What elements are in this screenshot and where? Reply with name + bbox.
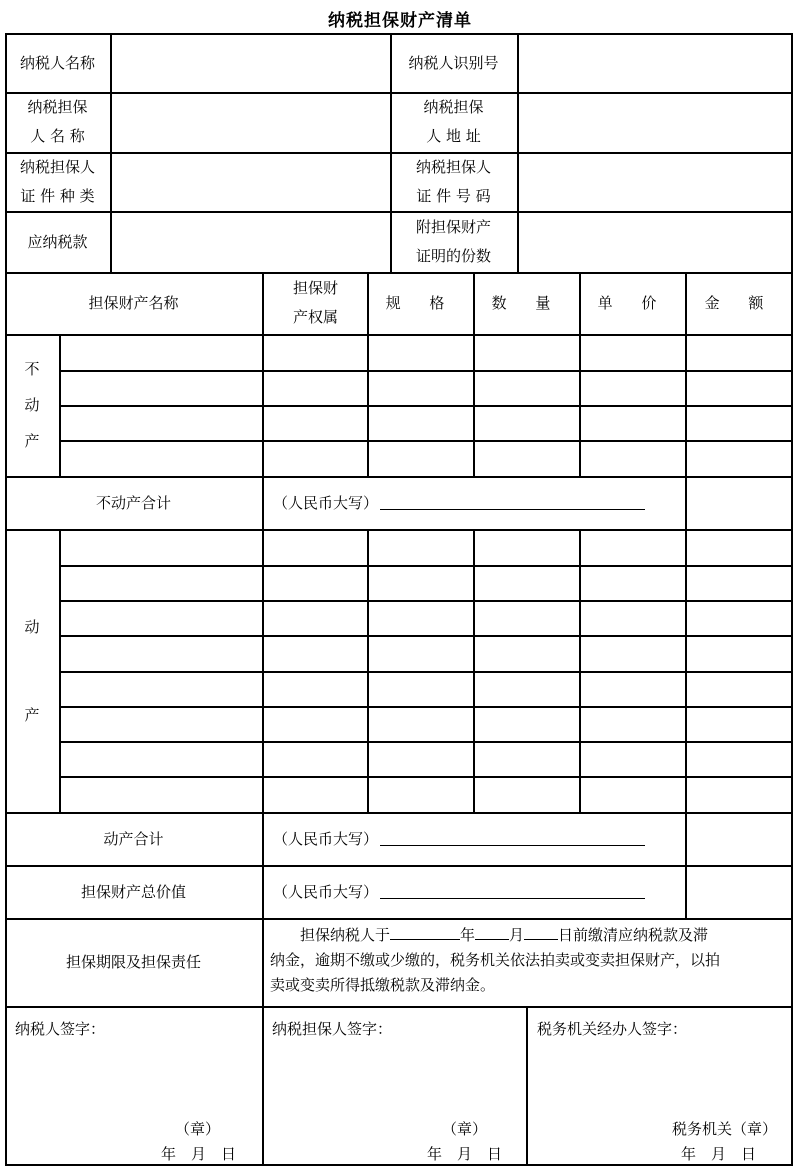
label-line: 证 件 号 码 [416,186,491,205]
movable-label [5,529,59,812]
guarantor-cert-no-label [390,152,517,211]
row-divider [59,600,793,602]
taxpayer-signature-label: 纳税人签字： [15,1020,106,1038]
year-blank[interactable] [390,925,460,940]
rmb-prefix: （人民币大写） [273,883,379,901]
total-rmb-field[interactable] [273,865,645,918]
real-estate-label [5,334,59,476]
col-amount: 金 额 [704,294,776,312]
guarantor-name-label [5,92,110,152]
col-quantity: 数 量 [491,294,563,312]
col-divider [685,272,687,918]
guarantor-cert-type-label [5,152,110,211]
row-divider [59,370,793,372]
guarantee-text: 日前缴清应纳税款及滞 [558,926,709,944]
col-ownership [264,272,367,334]
label-line: 证明的份数 [415,246,491,265]
taxpayer-id-label: 纳税人识别号 [408,53,499,72]
label-line: 证 件 种 类 [20,186,95,205]
tax-due-field[interactable] [112,211,390,272]
guarantor-address-field[interactable] [519,92,793,152]
guarantee-line-1 [270,923,784,948]
row-divider [59,565,793,567]
day-blank[interactable] [524,925,558,940]
col-property-name: 担保财产名称 [88,294,179,312]
col-divider [59,334,61,476]
guarantee-property-form [5,33,793,1166]
movable-rmb-field[interactable] [273,812,645,865]
taxpayer-date: 年 月 日 [161,1145,237,1163]
row-divider [59,405,793,407]
guarantor-signature-area[interactable] [264,1006,526,1166]
label-line: 担保财 [292,279,338,297]
label-char: 动 [24,617,40,636]
real-estate-subtotal-label: 不动产合计 [95,493,171,512]
col-divider [262,272,264,1006]
row-divider [59,671,793,673]
row-divider [59,635,793,637]
col-divider [473,529,475,812]
label-line: 纳税担保 [27,98,88,116]
row-divider [5,334,793,336]
label-line: 纳税担保人 [19,157,95,176]
taxpayer-name-label: 纳税人名称 [19,53,95,72]
col-divider [59,529,61,812]
col-divider [579,529,581,812]
label-char: 不 [24,360,40,378]
guarantee-period-label: 担保期限及担保责任 [65,953,201,971]
officer-signature-area[interactable] [528,1006,793,1166]
label-char: 动 [24,396,40,414]
label-line: 附担保财产 [415,217,491,236]
taxpayer-id-field[interactable] [519,33,793,92]
guarantor-cert-type-field[interactable] [112,152,390,211]
page-title: 纳税担保财产清单 [328,11,472,31]
officer-signature-label: 税务机关经办人签字： [537,1020,688,1038]
guarantor-cert-no-field[interactable] [519,152,793,211]
label-line: 纳税担保人 [415,157,491,176]
taxpayer-name-field[interactable] [112,33,390,92]
guarantee-text: 担保纳税人于 [300,926,391,944]
row-divider [59,706,793,708]
label-line: 纳税担保 [423,98,484,116]
col-divider [367,529,369,812]
row-divider [59,440,793,442]
month-blank[interactable] [475,925,509,940]
tax-due-label: 应纳税款 [27,232,88,251]
guarantee-terms [270,923,784,998]
label-line: 产权属 [292,308,338,326]
row-divider [59,776,793,778]
rmb-underline[interactable] [380,831,645,846]
label-line: 人 地 址 [426,127,481,145]
guarantee-line-3: 卖或变卖所得抵缴税款及滞纳金。 [270,976,496,994]
rmb-underline[interactable] [380,495,645,510]
officer-date: 年 月 日 [681,1145,757,1163]
attached-proof-field[interactable] [519,211,793,272]
col-spec: 规 格 [385,294,457,312]
guarantor-name-field[interactable] [112,92,390,152]
total-value-label: 担保财产总价值 [80,882,186,901]
guarantee-line-2: 纳金，逾期不缴或少缴的，税务机关依法拍卖或变卖担保财产，以拍 [270,951,721,969]
label-char: 产 [24,705,40,724]
col-unit-price: 单 价 [597,294,669,312]
rmb-underline[interactable] [380,884,645,899]
label-char: 产 [24,432,40,450]
guarantor-date: 年 月 日 [427,1145,503,1163]
real-estate-rmb-field[interactable] [273,476,645,529]
row-divider [59,741,793,743]
attached-proof-label [390,211,517,272]
tax-authority-seal: 税务机关（章） [672,1120,778,1138]
guarantor-signature-label: 纳税担保人签字： [272,1020,393,1038]
movable-subtotal-label: 动产合计 [103,829,164,848]
month-label: 月 [509,926,525,944]
guarantor-seal: （章） [442,1120,488,1138]
year-label: 年 [460,926,476,944]
taxpayer-seal: （章） [175,1120,221,1138]
label-line: 人 名 称 [30,127,85,145]
rmb-prefix: （人民币大写） [273,494,379,512]
taxpayer-signature-area[interactable] [5,1006,262,1166]
guarantor-address-label [390,92,517,152]
rmb-prefix: （人民币大写） [273,830,379,848]
row-divider [5,529,793,531]
